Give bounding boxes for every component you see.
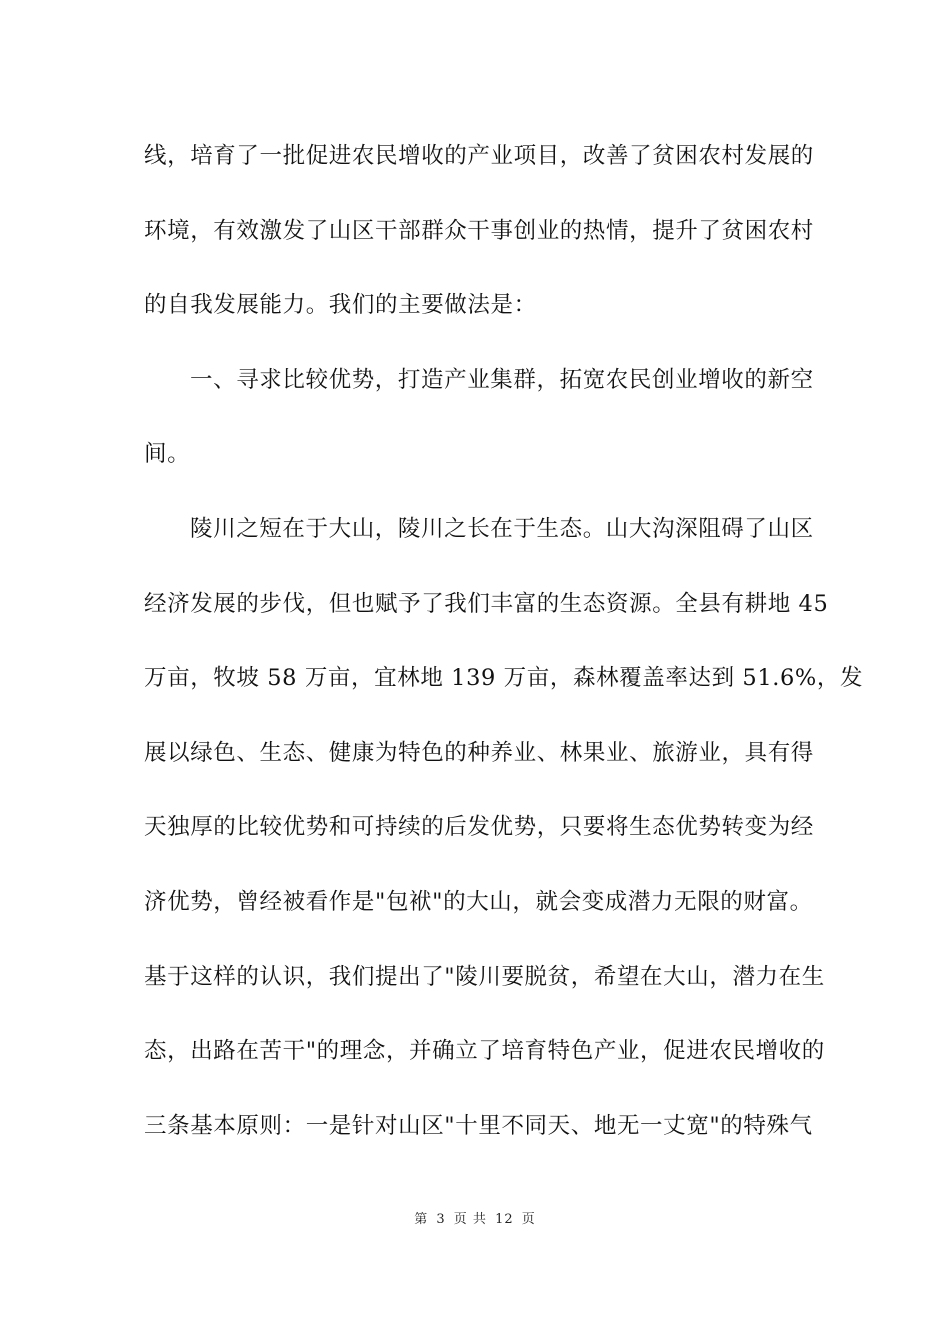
page-footer xyxy=(0,1208,950,1227)
footer-suffix: 页 xyxy=(521,1212,536,1227)
footer-middle: 页 共 xyxy=(453,1212,487,1227)
text-line: 万亩，牧坡 58 万亩，宜林地 139 万亩，森林覆盖率达到 51.6%，发 xyxy=(144,665,864,692)
text-line: 线，培育了一批促进农民增收的产业项目，改善了贫困农村发展的 xyxy=(144,143,814,169)
text-line: 济优势，曾经被看作是"包袱"的大山，就会变成潜力无限的财富。 xyxy=(144,888,813,915)
section-heading-line: 一、寻求比较优势，打造产业集群，拓宽农民创业增收的新空 xyxy=(190,366,814,393)
page-number: 3 xyxy=(436,1212,446,1227)
section-heading-line: 间。 xyxy=(144,441,191,468)
text-line: 经济发展的步伐，但也赋予了我们丰富的生态资源。全县有耕地 45 xyxy=(144,590,829,617)
text-line: 展以绿色、生态、健康为特色的种养业、林果业、旅游业，具有得 xyxy=(144,739,814,766)
text-line: 态，出路在苦干"的理念，并确立了培育特色产业，促进农民增收的 xyxy=(144,1038,825,1065)
text-line: 三条基本原则：一是针对山区"十里不同天、地无一丈宽"的特殊气 xyxy=(144,1112,813,1139)
text-line: 天独厚的比较优势和可持续的后发优势，只要将生态优势转变为经 xyxy=(144,814,814,841)
text-line: 的自我发展能力。我们的主要做法是： xyxy=(144,292,537,319)
text-line: 环境，有效激发了山区干部群众干事创业的热情，提升了贫困农村 xyxy=(144,217,814,244)
body-text xyxy=(144,134,864,1178)
total-pages: 12 xyxy=(495,1212,514,1227)
footer-prefix: 第 xyxy=(414,1212,429,1227)
text-line: 陵川之短在于大山，陵川之长在于生态。山大沟深阻碍了山区 xyxy=(190,515,814,542)
text-line: 基于这样的认识，我们提出了"陵川要脱贫，希望在大山，潜力在生 xyxy=(144,963,825,990)
